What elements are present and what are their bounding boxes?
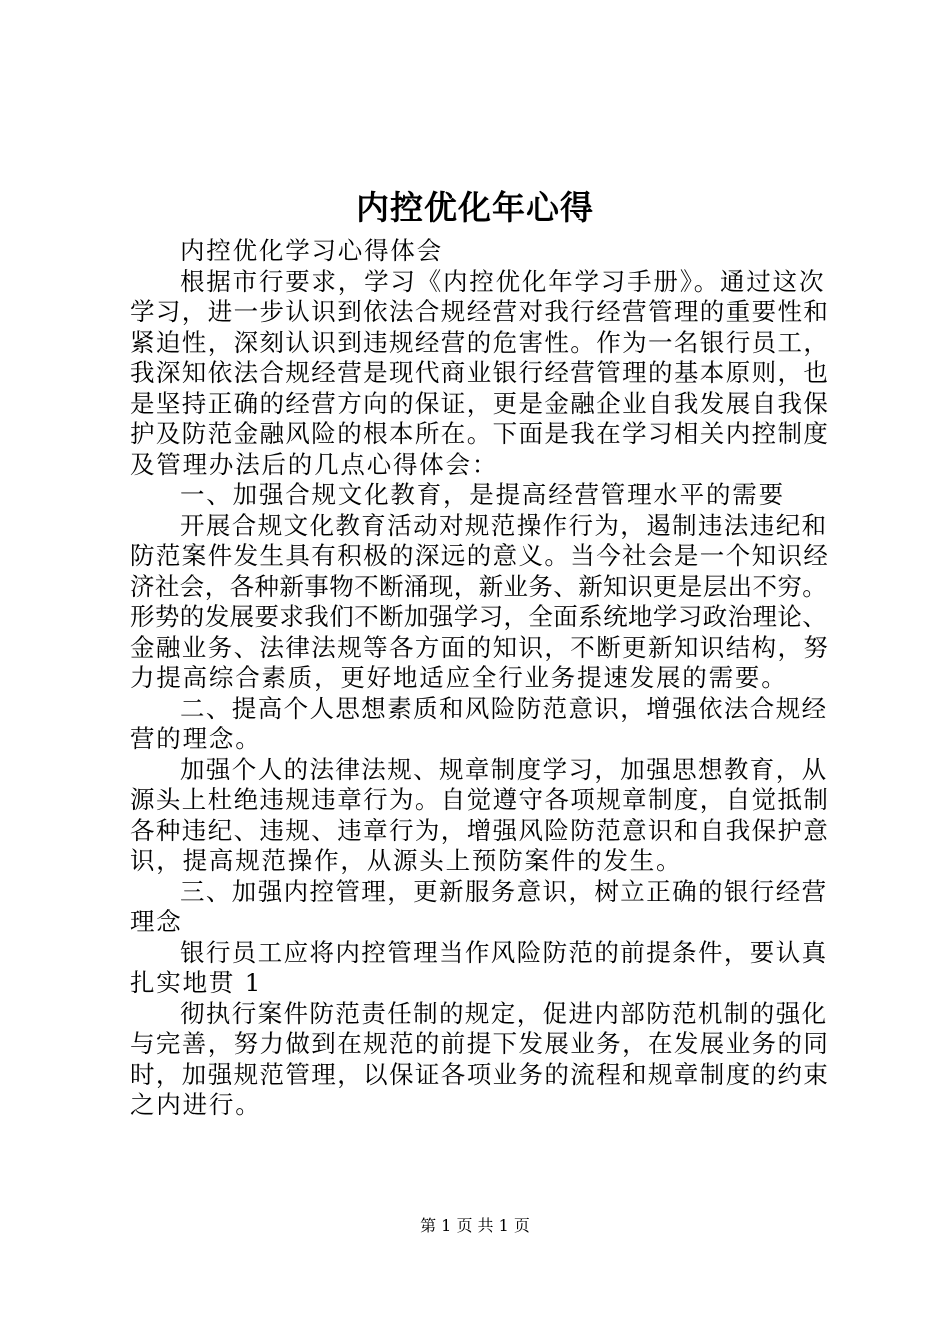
text-line: 与完善，努力做到在规范的前提下发展业务，在发展业务的同 [130,1029,830,1058]
text-line: 我深知依法合规经营是现代商业银行经营管理的基本原则，也 [130,358,830,387]
document-body [130,236,830,1121]
text-line: 之内进行。 [130,1090,262,1119]
text-line: 彻执行案件防范责任制的规定，促进内部防范机制的强化 [180,998,828,1028]
text-line: 时，加强规范管理，以保证各项业务的流程和规章制度的约束 [130,1059,830,1089]
text-line: 济社会，各种新事物不断涌现，新业务、新知识更是层出不穷。 [130,571,828,601]
text-line: 形势的发展要求我们不断加强学习，全面系统地学习政治理论、 [130,602,828,631]
text-line: 防范案件发生具有积极的深远的意义。当今社会是一个知识经 [130,541,830,570]
text-line: 二、提高个人思想素质和风险防范意识，增强依法合规经 [180,693,828,723]
text-line: 学习，进一步认识到依法合规经营对我行经营管理的重要性和 [130,297,830,326]
text-line: 一、加强合规文化教育，是提高经营管理水平的需要 [180,480,785,509]
text-line: 开展合规文化教育活动对规范操作行为，遏制违法违纪和 [180,510,828,540]
text-line: 内控优化学习心得体会 [180,236,443,265]
text-line: 是坚持正确的经营方向的保证，更是金融企业自我发展自我保 [130,388,830,418]
text-line: 护及防范金融风险的根本所在。下面是我在学习相关内控制度 [130,419,830,448]
text-line: 根据市行要求，学习《内控优化年学习手册》。通过这次 [180,266,826,296]
text-line: 识，提高规范操作，从源头上预防案件的发生。 [130,846,683,875]
document-title: 内控优化年心得 [356,188,594,227]
text-line: 银行员工应将内控管理当作风险防范的前提条件，要认真 [180,937,828,967]
text-line: 源头上杜绝违规违章行为。自觉遵守各项规章制度，自觉抵制 [130,785,830,814]
page-footer: 第 1 页 共 1 页 [420,1216,530,1235]
text-line: 扎实地贯 1 [130,968,263,997]
text-line: 力提高综合素质，更好地适应全行业务提速发展的需要。 [130,663,788,692]
text-line: 金融业务、法律法规等各方面的知识，不断更新知识结构，努 [130,632,830,662]
text-line: 加强个人的法律法规、规章制度学习，加强思想教育，从 [180,754,828,784]
text-line: 营的理念。 [130,724,262,753]
text-line: 理念 [130,907,183,936]
text-line: 紧迫性，深刻认识到违规经营的危害性。作为一名银行员工， [130,327,830,357]
text-line: 及管理办法后的几点心得体会： [130,449,499,479]
text-line: 各种违纪、违规、违章行为，增强风险防范意识和自我保护意 [130,815,830,845]
text-line: 三、加强内控管理，更新服务意识，树立正确的银行经营 [180,876,828,906]
